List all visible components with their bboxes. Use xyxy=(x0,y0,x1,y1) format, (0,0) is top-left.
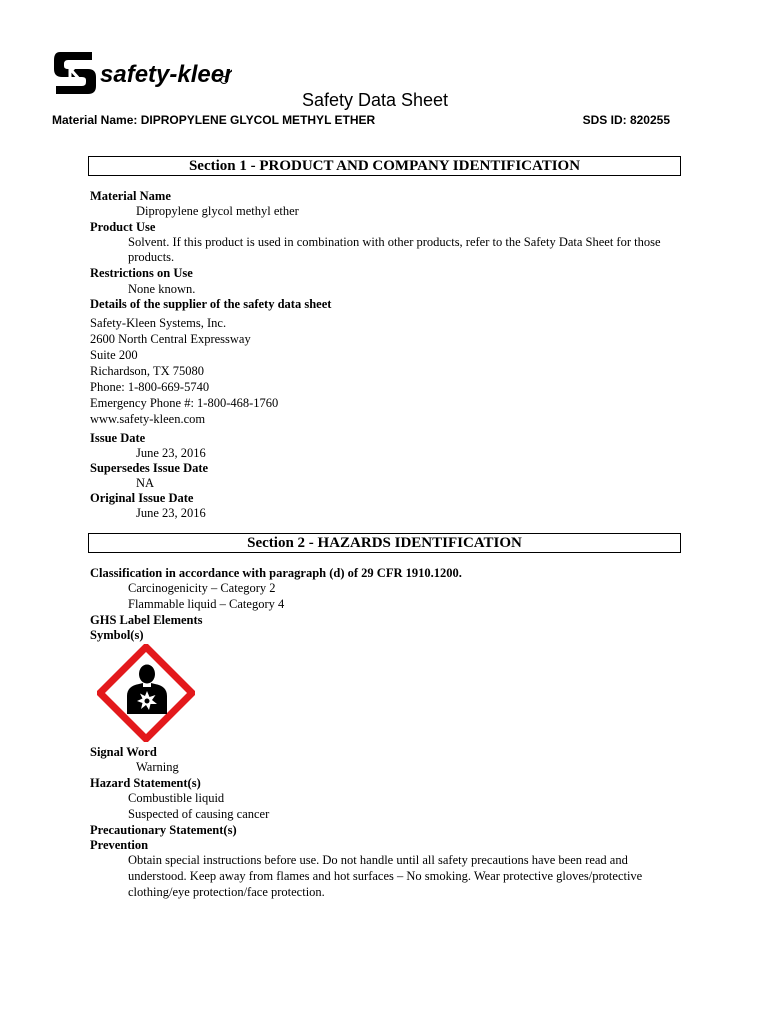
section-1-heading: Section 1 - PRODUCT AND COMPANY IDENTIFICATION xyxy=(88,156,681,176)
supplier-street: 2600 North Central Expressway xyxy=(90,332,251,346)
hazard-cancer: Suspected of causing cancer xyxy=(128,807,270,821)
sds-id: SDS ID: 820255 xyxy=(582,113,670,127)
hazard-combustible: Combustible liquid xyxy=(128,791,225,805)
prevention-line-1: Obtain special instructions before use. Do not handle until all safety precautions have been read and xyxy=(128,853,628,867)
supplier-company: Safety-Kleen Systems, Inc. xyxy=(90,316,227,330)
original-issue-value: June 23, 2016 xyxy=(136,506,206,520)
supplier-label: Details of the supplier of the safety data sheet xyxy=(90,297,332,311)
product-use-line-2: products. xyxy=(128,250,175,264)
classification-label: Classification in accordance with paragraph (d) of 29 CFR 1910.1200. xyxy=(90,566,462,580)
supplier-phone: Phone: 1-800-669-5740 xyxy=(90,380,210,394)
supersedes-label: Supersedes Issue Date xyxy=(90,461,209,475)
restrictions-value: None known. xyxy=(128,282,196,296)
ghs-health-hazard-icon xyxy=(97,644,195,747)
sk-emblem-icon xyxy=(54,52,96,94)
document-title: Safety Data Sheet xyxy=(301,90,449,110)
classification-flammable: Flammable liquid – Category 4 xyxy=(128,597,285,611)
supersedes-value: NA xyxy=(136,476,155,490)
issue-date-value: June 23, 2016 xyxy=(136,446,206,460)
hazard-statements-label: Hazard Statement(s) xyxy=(90,776,201,790)
signal-word-value: Warning xyxy=(136,760,179,774)
product-use-label: Product Use xyxy=(90,220,156,234)
original-issue-label: Original Issue Date xyxy=(90,491,194,505)
section-2-heading: Section 2 - HAZARDS IDENTIFICATION xyxy=(88,533,681,553)
classification-carcinogenicity: Carcinogenicity – Category 2 xyxy=(128,581,276,595)
ghs-label-elements: GHS Label Elements xyxy=(90,613,203,627)
issue-date-label: Issue Date xyxy=(90,431,146,445)
prevention-line-2: understood. Keep away from flames and hot surfaces – No smoking. Wear protective gloves/protective xyxy=(128,869,643,883)
brand-wordmark: safety-kleen xyxy=(100,61,232,88)
precautionary-label: Precautionary Statement(s) xyxy=(90,823,237,837)
prevention-line-3: clothing/eye protection/face protection. xyxy=(128,885,325,899)
supplier-city: Richardson, TX 75080 xyxy=(90,364,204,378)
restrictions-label: Restrictions on Use xyxy=(90,266,193,280)
material-name-label: Material Name xyxy=(90,189,171,203)
symbols-label: Symbol(s) xyxy=(90,628,144,642)
product-use-line-1: Solvent. If this product is used in combination with other products, refer to the Safety Data Sheet for those xyxy=(128,235,661,249)
supplier-website[interactable]: www.safety-kleen.com xyxy=(90,412,206,426)
signal-word-label: Signal Word xyxy=(90,745,157,759)
material-name-header: Material Name: DIPROPYLENE GLYCOL METHYL ETHER xyxy=(52,113,376,127)
supplier-emergency-phone: Emergency Phone #: 1-800-468-1760 xyxy=(90,396,279,410)
material-name-value: Dipropylene glycol methyl ether xyxy=(136,204,299,218)
supplier-suite: Suite 200 xyxy=(90,348,138,362)
prevention-label: Prevention xyxy=(90,838,149,852)
